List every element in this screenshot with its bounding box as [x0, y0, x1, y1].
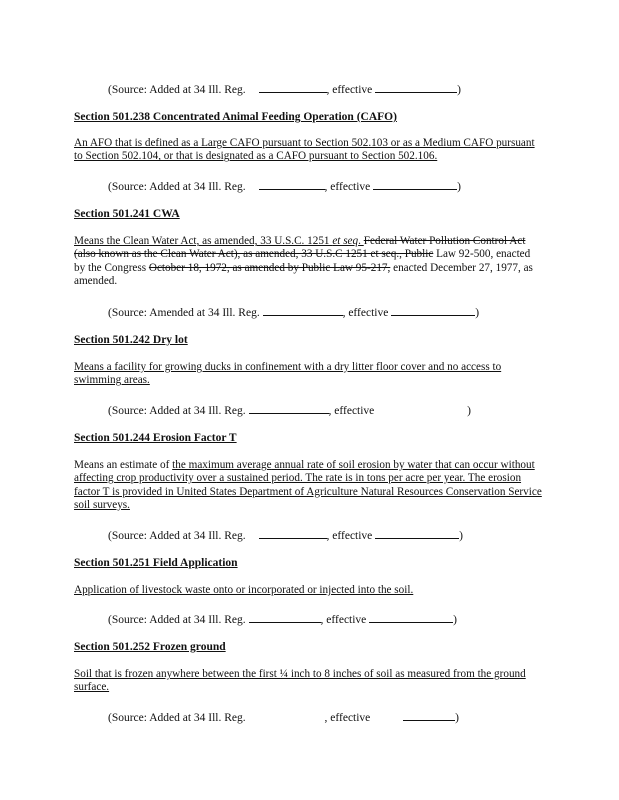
section-heading: Section 501.242 Dry lot — [74, 334, 188, 346]
source-effective: , effective — [328, 405, 375, 417]
section-body — [74, 584, 544, 597]
section-body — [74, 668, 544, 695]
blank-line — [403, 710, 455, 721]
plain-text: enacted December 27, 1977, as amended. — [74, 261, 533, 287]
source-prefix: (Source: Added at 34 Ill. Reg. — [108, 530, 246, 542]
section-body — [74, 235, 544, 288]
source-prefix: (Source: Added at 34 Ill. Reg. — [108, 405, 246, 417]
blank-line — [375, 82, 457, 93]
section-heading: Section 501.238 Concentrated Animal Feeding Operation (CAFO) — [74, 111, 397, 123]
blank-line — [249, 612, 321, 623]
source-prefix: (Source: Added at 34 Ill. Reg. — [108, 614, 246, 626]
source-note — [108, 403, 471, 418]
source-close: ) — [453, 614, 458, 626]
source-note — [108, 612, 457, 627]
blank-line — [259, 82, 327, 93]
blank-line — [391, 305, 475, 316]
source-effective: , effective — [326, 530, 373, 542]
source-effective: , effective — [326, 84, 373, 96]
section-body — [74, 459, 544, 512]
section-body — [74, 361, 544, 388]
plain-text: Law 92-500, enacted by the Congress — [74, 248, 531, 274]
plain-text: Means an estimate of — [74, 459, 173, 471]
blank-line — [259, 528, 327, 539]
source-note — [108, 179, 461, 194]
source-close: ) — [457, 84, 462, 96]
inserted-text: Means the Clean Water Act, as amended, 33 U.S.C. 1251 — [74, 235, 333, 247]
source-close: ) — [457, 181, 462, 193]
source-prefix: (Source: Added at 34 Ill. Reg. — [108, 712, 246, 724]
inserted-text: the maximum average — [172, 459, 272, 471]
source-note — [108, 528, 463, 543]
blank-line — [369, 612, 453, 623]
source-prefix: (Source: Added at 34 Ill. Reg. — [108, 84, 246, 96]
section-text: Means a facility for growing ducks in confinement with a dry litter floor cover and no access to swimming areas. — [74, 361, 502, 387]
section-text — [74, 235, 544, 288]
section-text: Application of livestock waste onto or incorporated or injected into the soil. — [74, 584, 414, 596]
source-effective: , effective — [320, 614, 367, 626]
blank-line — [375, 528, 459, 539]
source-close: ) — [467, 405, 472, 417]
source-effective: , effective — [342, 307, 389, 319]
source-note — [108, 710, 459, 725]
deleted-text: October 18, 1972, as amended by Public Law 95-217, — [148, 261, 391, 274]
section-text: Soil that is frozen anywhere between the first ¼ inch to 8 inches of soil as measured from the ground surface. — [74, 668, 526, 694]
inserted-text: et seq — [332, 235, 359, 247]
source-effective: , effective — [324, 712, 371, 724]
section-body — [74, 137, 544, 164]
inserted-text: a sustained period. The rate is in tons per acre per year. The erosion factor T is provided in United States Department of Agriculture Natural Resources Conservation Service soil surveys. — [74, 472, 542, 511]
source-close: ) — [455, 712, 460, 724]
deleted-text: Federal Water Pollution Control Act (also known as the Clean Water Act), as amended, 33 U.S.C 1251 et seq., Public — [74, 235, 526, 261]
blank-line — [259, 179, 325, 190]
section-heading: Section 501.252 Frozen ground — [74, 641, 226, 653]
source-close: ) — [475, 307, 480, 319]
source-close: ) — [459, 530, 464, 542]
section-heading: Section 501.241 CWA — [74, 208, 180, 220]
inserted-text: . — [358, 235, 364, 247]
section-text: An AFO that is defined as a Large CAFO pursuant to Section 502.103 or as a Medium CAFO pursuant to Section 502.104, or that is designated as a CAFO pursuant to Section 502.106. — [74, 137, 535, 163]
source-note — [108, 82, 461, 97]
source-effective: , effective — [324, 181, 371, 193]
blank-line — [249, 403, 329, 414]
inserted-text: annual rate of soil erosion by water that can occur without affecting crop productivity over — [74, 459, 535, 485]
section-text — [74, 459, 544, 512]
blank-line — [373, 179, 457, 190]
source-prefix: (Source: Added at 34 Ill. Reg. — [108, 181, 246, 193]
blank-line — [263, 305, 343, 316]
section-heading: Section 501.251 Field Application — [74, 557, 238, 569]
section-heading: Section 501.244 Erosion Factor T — [74, 432, 237, 444]
source-note — [108, 305, 479, 320]
source-prefix: (Source: Amended at 34 Ill. Reg. — [108, 307, 260, 319]
